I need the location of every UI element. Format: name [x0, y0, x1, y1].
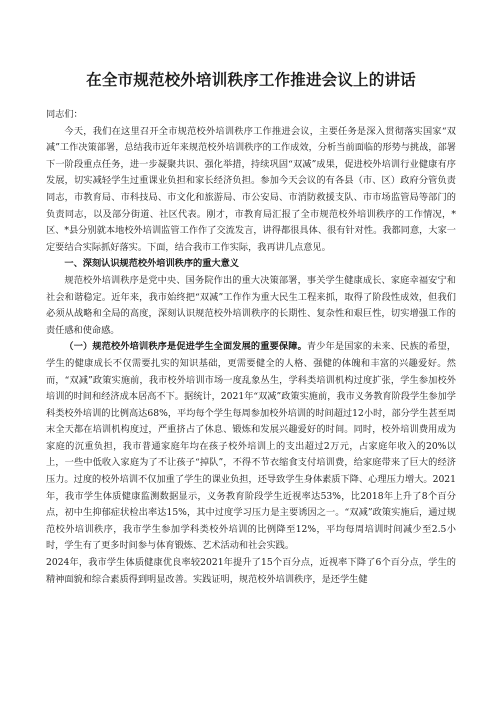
paragraph-intro: 今天，我们在这里召开全市规范校外培训秩序工作推进会议，主要任务是深入贯彻落实国家“双减”工作决策部署，总结我市近年来规范校外培训秩序的工作成效，分析当前面临的形势与挑战，部署下一阶段重点任务，进一步凝聚共识、强化举措，持续巩固“双减”成果，促进校外培训行业健康有序发展，切实减轻学生过重课业负担和家长经济负担。参加今天会议的有各县（市、区）政府分管负责同志，市教育局、市科技局、市文化和旅游局、市公安局、市消防救援支队、市市场监管局等部门的负责同志，以及部分街道、社区代表。刚才，市教育局汇报了全市规范校外培训秩序的工作情况，*区、*县分别就本地校外培训监管工作作了交流发言，讲得都很具体、很有针对性。我都同意，大家一定要结合实际抓好落实。下面，结合我市工作实际，我再讲几点意见。 — [46, 125, 456, 253]
paragraph-subpoint-1 — [46, 339, 456, 555]
section-heading-1: 一、深刻认识规范校外培训秩序的重大意义 — [64, 258, 239, 270]
subpoint-1-body: 青少年是国家的未来、民族的希望，学生的健康成长不仅需要扎实的知识基础，更需要健全的人格、强健的体魄和丰富的兴趣爱好。然而，“双减”政策实施前，我市校外培训市场一度乱象丛生，学科类培训机构过度扩张，学生参加校外培训的时间和经济成本居高不下。据统计，2021年“双减”政策实施前，我市义务教育阶段学生参加学科类校外培训的比例高达68%，平均每个学生每周参加校外培训的时间超过12小时，部分学生甚至周末全天都在培训机构度过，严重挤占了休息、锻炼和发展兴趣爱好的时间。同时，校外培训费用成为家庭的沉重负担，我市普通家庭年均在孩子校外培训上的支出超过2万元，占家庭年收入的20%以上，一些中低收入家庭为了不让孩子“掉队”，不得不节衣缩食支付培训费，给家庭带来了巨大的经济压力。过度的校外培训不仅加重了学生的课业负担，还导致学生身体素质下降、心理压力增大。2021年，我市学生体质健康监测数据显示，义务教育阶段学生近视率达53%，比2018年上升了8个百分点，初中生抑郁症状检出率达15%，其中过度学习压力是主要诱因之一。“双减”政策实施后，通过规范校外培训秩序，我市学生参加学科类校外培训的比例降至12%，平均每周培训时间减少至2.5小时，学生有了更多时间参与体育锻炼、艺术活动和社会实践。 — [46, 341, 457, 552]
salutation: 同志们： — [46, 109, 83, 120]
document-title: 在全市规范校外培训秩序工作推进会议上的讲话 — [86, 70, 416, 89]
paragraph-results: 2024年，我市学生体质健康优良率较2021年提升了15个百分点，近视率下降了6个百分点，学生的精神面貌和综合素质得到明显改善。实践证明，规范校外培训秩序，是还学生健 — [46, 557, 456, 585]
paragraph-significance: 规范校外培训秩序是党中央、国务院作出的重大决策部署，事关学生健康成长、家庭幸福安宁和社会和谐稳定。近年来，我市始终把“双减”工作作为重大民生工程来抓，取得了阶段性成效，但我们必须从战略和全局的高度，深刻认识规范校外培训秩序的长期性、复杂性和艰巨性，切实增强工作的责任感和使命感。 — [46, 274, 456, 336]
subpoint-1-lead: （一）规范校外培训秩序是促进学生全面发展的重要保障。 — [64, 341, 307, 353]
